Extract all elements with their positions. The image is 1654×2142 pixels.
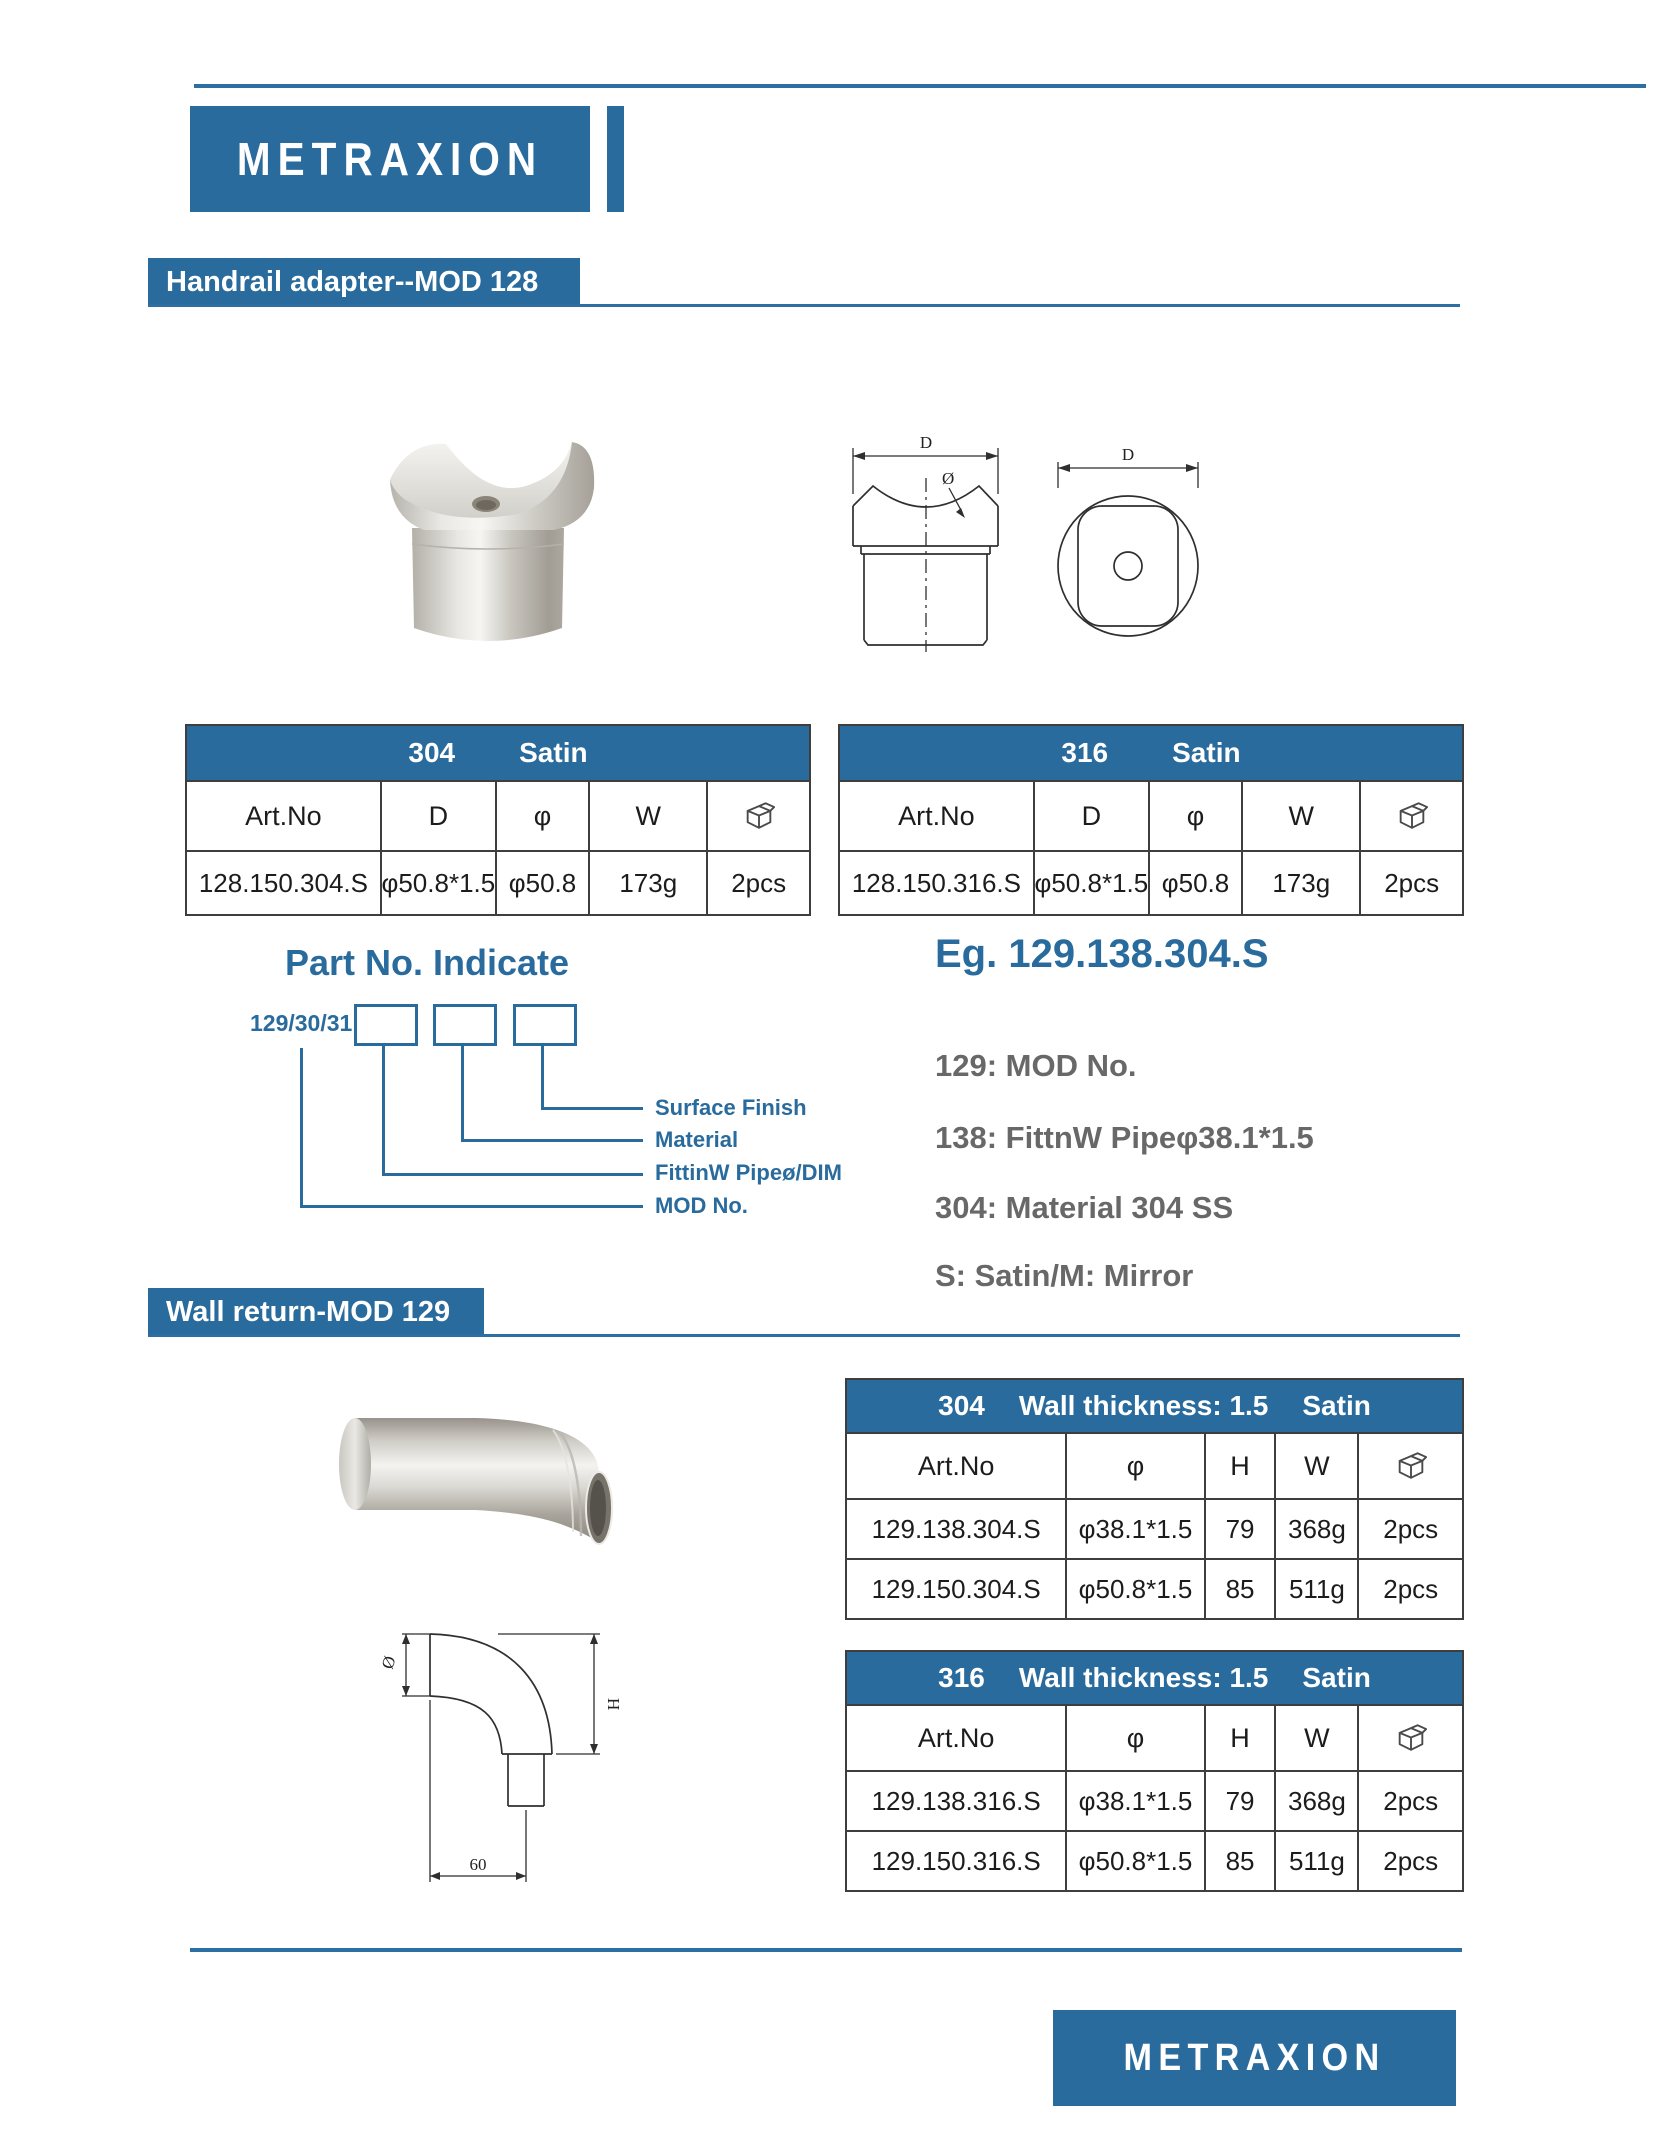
dim-label-60: 60 [469, 1855, 487, 1874]
leader-line [300, 1205, 643, 1208]
part-no-indicate-title: Part No. Indicate [285, 942, 570, 983]
section-title: Handrail adapter--MOD 128 [166, 265, 539, 298]
footer-logo-text: METRAXION [1123, 2036, 1386, 2079]
col-packing [1357, 1432, 1462, 1498]
cell-phi: φ50.8*1.5 [1065, 1558, 1203, 1618]
cell-packing: 2pcs [1357, 1558, 1462, 1618]
table-header-band [840, 726, 1462, 780]
col-artno: Art.No [840, 780, 1033, 850]
dim-label-h: H [604, 1698, 623, 1711]
callout-material: Material [655, 1127, 739, 1152]
cell-w: 511g [1274, 1558, 1357, 1618]
cell-phi: φ38.1*1.5 [1065, 1498, 1203, 1558]
package-icon [742, 802, 776, 831]
finish-label: Satin [1302, 1662, 1371, 1693]
table-adapter-304 [185, 724, 811, 916]
table-row [847, 1770, 1462, 1830]
cell-packing: 2pcs [706, 850, 809, 914]
col-packing [706, 780, 809, 850]
cell-phi: φ50.8 [1148, 850, 1241, 914]
leader-line [541, 1043, 544, 1110]
cell-w: 173g [1241, 850, 1359, 914]
callout-mod-no: MOD No. [655, 1193, 748, 1218]
col-artno: Art.No [847, 1432, 1065, 1498]
cell-h: 85 [1204, 1830, 1275, 1890]
grade-label: 316 [938, 1662, 985, 1693]
leader-line [382, 1043, 385, 1176]
dim-label-dia: Ø [378, 1653, 400, 1672]
cell-artno: 128.150.304.S [187, 850, 380, 914]
table-column-header-row [847, 1704, 1462, 1770]
thickness-label: Wall thickness: 1.5 [1018, 1662, 1269, 1693]
dim-label-d: D [919, 433, 933, 452]
adapter-top-view-drawing [1046, 440, 1211, 652]
col-w: W [1274, 1432, 1357, 1498]
cell-phi: φ50.8*1.5 [1065, 1830, 1203, 1890]
part-no-box-3 [513, 1004, 577, 1046]
grade-label: 304 [408, 737, 456, 768]
cell-h: 79 [1204, 1498, 1275, 1558]
table-row [840, 850, 1462, 914]
col-h: H [1204, 1432, 1275, 1498]
col-w: W [588, 780, 706, 850]
example-line-mod: 129: MOD No. [935, 1048, 1137, 1083]
col-packing [1359, 780, 1462, 850]
cell-packing: 2pcs [1359, 850, 1462, 914]
table-row [847, 1830, 1462, 1890]
brand-logo-text: METRAXION [236, 133, 544, 185]
col-phi: φ [1065, 1432, 1203, 1498]
cell-artno: 129.138.304.S [847, 1498, 1065, 1558]
callout-fitting-pipe: FittinW Pipeø/DIM [655, 1160, 842, 1185]
section-rule [148, 304, 1460, 307]
cell-h: 79 [1204, 1770, 1275, 1830]
cell-phi: φ50.8 [495, 850, 588, 914]
col-phi: φ [1065, 1704, 1203, 1770]
col-artno: Art.No [187, 780, 380, 850]
cell-artno: 129.150.316.S [847, 1830, 1065, 1890]
dim-label-d: D [1121, 445, 1135, 464]
table-column-header-row [847, 1432, 1462, 1498]
example-line-finish: S: Satin/M: Mirror [935, 1258, 1194, 1293]
table-column-header-row [840, 780, 1462, 850]
package-icon [1394, 1452, 1428, 1481]
table-wall-return-316 [845, 1650, 1464, 1892]
wall-return-drawing [378, 1624, 628, 1914]
example-title: Eg. 129.138.304.S [935, 932, 1269, 976]
table-adapter-316 [838, 724, 1464, 916]
cell-d: φ50.8*1.5 [1033, 850, 1148, 914]
finish-label: Satin [1302, 1390, 1371, 1421]
dim-label-hole: Ø [942, 469, 955, 488]
table-column-header-row [187, 780, 809, 850]
section-header-wall-return [148, 1288, 484, 1336]
table-header-band [847, 1652, 1462, 1704]
wall-return-photo [325, 1408, 645, 1566]
leader-line [461, 1043, 464, 1142]
finish-label: Satin [1172, 737, 1241, 768]
table-header-band [187, 726, 809, 780]
leader-line [541, 1107, 643, 1110]
package-icon [1394, 1724, 1428, 1753]
top-rule [194, 84, 1646, 88]
grade-label: 304 [938, 1390, 985, 1421]
cell-w: 368g [1274, 1498, 1357, 1558]
package-icon [1395, 802, 1429, 831]
table-header-band [847, 1380, 1462, 1432]
brand-logo [190, 106, 590, 212]
leader-line [382, 1173, 643, 1176]
cell-artno: 129.150.304.S [847, 1558, 1065, 1618]
leader-line [461, 1139, 643, 1142]
handrail-adapter-photo [368, 402, 608, 674]
example-line-material: 304: Material 304 SS [935, 1190, 1234, 1225]
callout-surface-finish: Surface Finish [655, 1095, 807, 1120]
part-no-box-2 [433, 1004, 497, 1046]
cell-packing: 2pcs [1357, 1830, 1462, 1890]
cell-d: φ50.8*1.5 [380, 850, 495, 914]
adapter-front-view-drawing [838, 426, 1013, 656]
section-header-handrail [148, 258, 580, 306]
cell-packing: 2pcs [1357, 1498, 1462, 1558]
cell-w: 173g [588, 850, 706, 914]
cell-artno: 128.150.316.S [840, 850, 1033, 914]
grade-label: 316 [1061, 737, 1109, 768]
leader-line [300, 1048, 303, 1208]
example-line-pipe: 138: FittnW Pipeφ38.1*1.5 [935, 1120, 1314, 1155]
col-d: D [1033, 780, 1148, 850]
col-d: D [380, 780, 495, 850]
table-wall-return-304 [845, 1378, 1464, 1620]
cell-phi: φ38.1*1.5 [1065, 1770, 1203, 1830]
col-phi: φ [1148, 780, 1241, 850]
section-title: Wall return-MOD 129 [166, 1295, 451, 1328]
cell-packing: 2pcs [1357, 1770, 1462, 1830]
cell-artno: 129.138.316.S [847, 1770, 1065, 1830]
col-h: H [1204, 1704, 1275, 1770]
part-no-prefix: 129/30/31 [250, 1010, 353, 1036]
finish-label: Satin [519, 737, 588, 768]
cell-w: 511g [1274, 1830, 1357, 1890]
table-row [847, 1498, 1462, 1558]
bottom-rule [190, 1948, 1462, 1952]
thickness-label: Wall thickness: 1.5 [1018, 1390, 1269, 1421]
section-rule [148, 1334, 1460, 1337]
footer-logo [1053, 2010, 1456, 2106]
table-row [847, 1558, 1462, 1618]
cell-w: 368g [1274, 1770, 1357, 1830]
col-artno: Art.No [847, 1704, 1065, 1770]
brand-logo-accent-bar [607, 106, 624, 212]
col-phi: φ [495, 780, 588, 850]
cell-h: 85 [1204, 1558, 1275, 1618]
part-no-box-1 [354, 1004, 418, 1046]
col-packing [1357, 1704, 1462, 1770]
col-w: W [1241, 780, 1359, 850]
table-row [187, 850, 809, 914]
col-w: W [1274, 1704, 1357, 1770]
